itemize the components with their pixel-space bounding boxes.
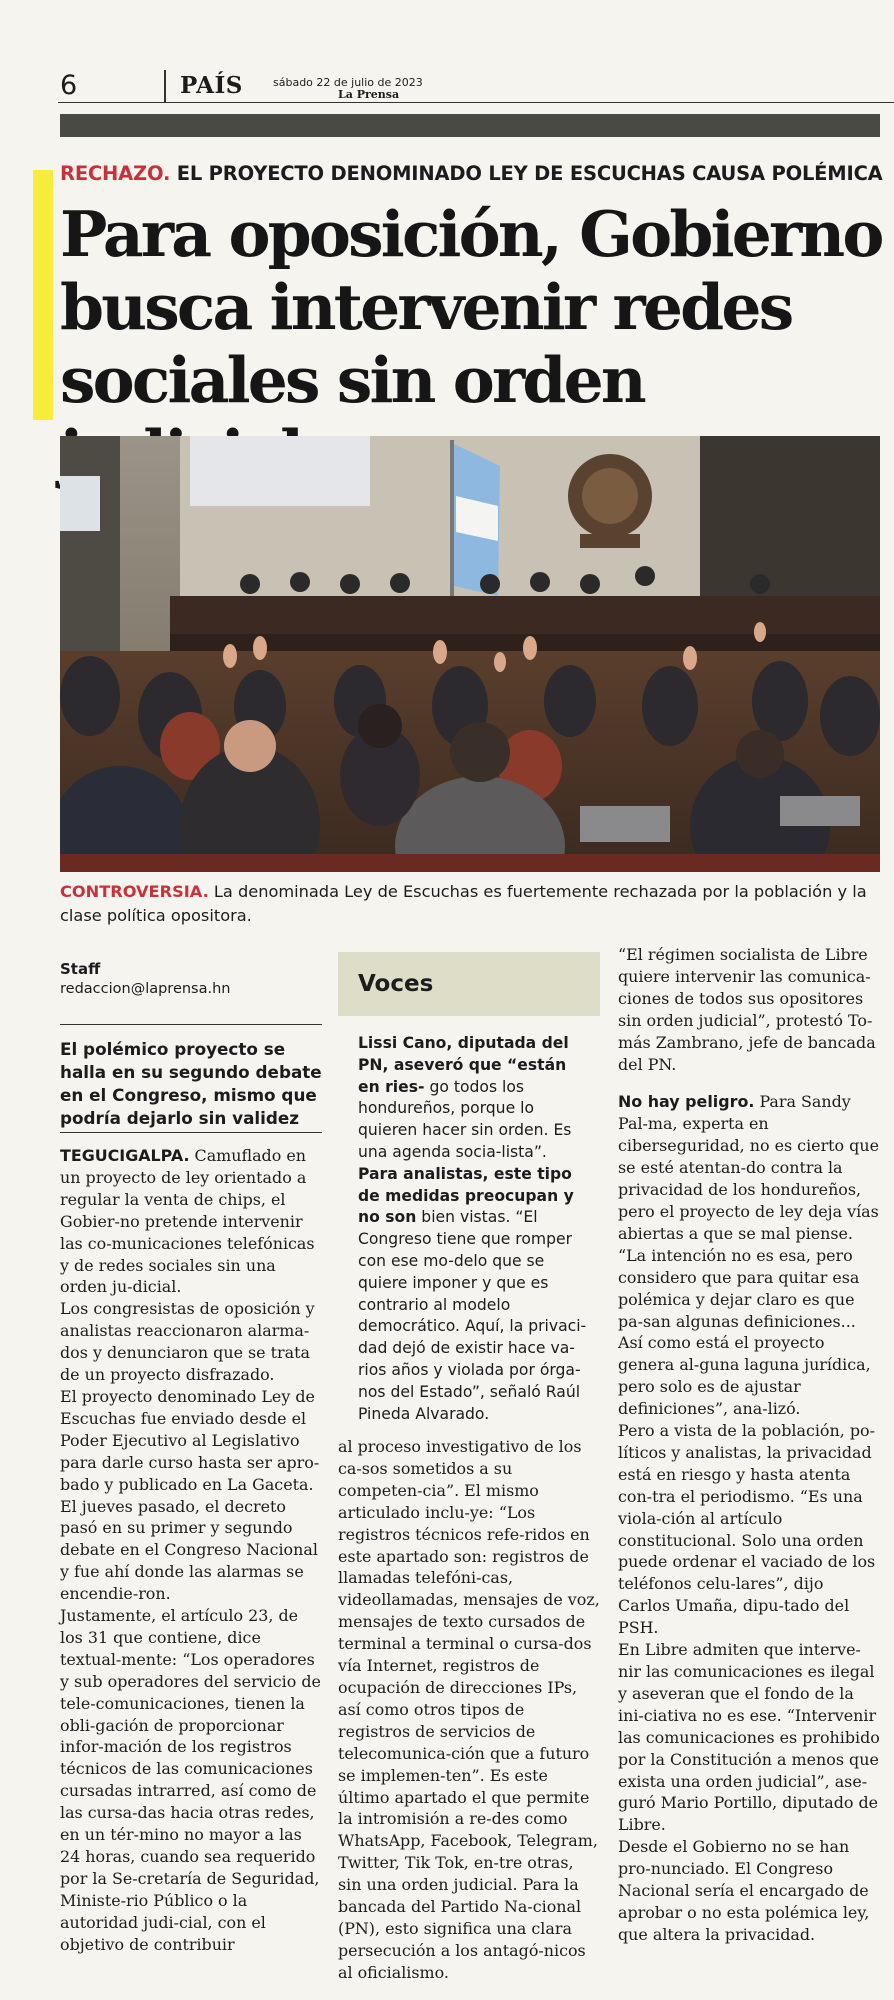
- caption-text: La denominada Ley de Escuchas es fuertemente rechazada por la población y la clase política opositora.: [60, 882, 867, 925]
- voces-lead: Lissi Cano, diputada del PN, aseveró que “están en ries-: [358, 1034, 569, 1096]
- headline-line-2: busca intervenir redes: [60, 270, 792, 344]
- voces-body: [358, 1033, 590, 1425]
- kicker-text: EL PROYECTO DENOMINADO LEY DE ESCUCHAS CAUSA POLÉMICA: [170, 162, 883, 185]
- body-paragraph: Los congresistas de oposición y analistas reaccionaron alarma-dos y denunciaron que se trata de un proyecto disfrazado.: [60, 1299, 315, 1385]
- dateline: TEGUCIGALPA.: [60, 1146, 190, 1165]
- kicker-label: RECHAZO.: [60, 162, 171, 185]
- newspaper-name: La Prensa: [338, 88, 400, 101]
- headline-line-3: sociales sin orden: [60, 343, 644, 417]
- body-column-1: [60, 1145, 322, 1956]
- voces-paragraph: [358, 1033, 590, 1164]
- body-paragraph: “El régimen socialista de Libre quiere intervenir las comunica-ciones de todos sus opositores sin orden judicial”, protestó To-más Zambrano, jefe de bancada del PN.: [618, 945, 876, 1074]
- headline-line-1: Para oposición, Gobierno: [60, 197, 882, 271]
- body-paragraph: El jueves pasado, el decreto pasó en su primer y segundo debate en el Congreso Nacional y fue ahí donde las alarmas se encendie-ron.: [60, 1496, 318, 1604]
- highlighter-mark: [33, 170, 53, 420]
- photo-illustration: [60, 436, 880, 872]
- paragraph-text: Camuflado en un proyecto de ley orientado a regular la venta de chips, el Gobier-no pretende intervenir las co-municaciones telefónicas y de redes sociales sin una orden ju-dicial.: [60, 1146, 315, 1297]
- kicker: [60, 162, 883, 185]
- body-paragraph: [60, 1145, 322, 1298]
- photo-caption: [60, 880, 880, 928]
- dek: El polémico proyecto se halla en su segundo debate en el Congreso, mismo que podría dejarlo sin validez: [60, 1039, 322, 1128]
- body-column-2: [338, 1436, 600, 1984]
- header-separator: [164, 70, 166, 102]
- body-paragraph: Pero a vista de la población, po-líticos y analistas, la privacidad está en riesgo y hasta atenta con-tra el periodismo. “Es una viola-ción al artículo constitucional. Solo una orden puede ordenar el vaciado de los teléfonos celu-lares”, dijo Carlos Umaña, dipu-tado del PSH.: [618, 1421, 876, 1638]
- page-number: 6: [60, 70, 78, 101]
- byline-email[interactable]: redaccion@laprensa.hn: [60, 981, 231, 997]
- byline-rule: [60, 1024, 322, 1025]
- voces-text: bien vistas. “El Congreso tiene que romper con ese mo-delo que se quiere imponer y que es contrario al modelo democrático. Aquí, la privaci-dad dejó de existir hace va-rios años y violada por órga-nos del Estado”, señaló Raúl Pineda Alvarado.: [358, 1208, 587, 1423]
- body-column-3: [618, 944, 880, 1946]
- caption-label: CONTROVERSIA.: [60, 882, 209, 901]
- header-rule: [58, 102, 894, 103]
- body-paragraph: Desde el Gobierno no se han pro-nunciado. El Congreso Nacional sería el encargado de aprobar o no esta polémica ley, que altera la privacidad.: [618, 1837, 870, 1944]
- voces-paragraph: [358, 1164, 590, 1426]
- body-paragraph: [618, 1091, 880, 1244]
- congress-session-photo: [60, 436, 880, 872]
- body-paragraph: al proceso investigativo de los ca-sos sometidos a su competen-cia”. El mismo articulado inclu-ye: “Los registros técnicos refe-ridos en este apartado son: registros de llamadas telefóni-cas, videollamadas, mensajes de voz, mensajes de texto cursados de terminal a terminal o cursa-dos vía Internet, registros de ocupación de direcciones IPs, así como otros tipos de registros de servicios de telecomunica-ción que a futuro se implemen-ten”. Es este último apartado el que permite la intromisión a re-des como WhatsApp, Facebook, Telegram, Twitter, Tik Tok, en-tre otras, sin una orden judicial. Para la bancada del Partido Na-cional (PN), esto significa una clara persecución a los antagó-nicos al oficialismo.: [338, 1437, 600, 1982]
- section-name: PAÍS: [180, 72, 243, 99]
- body-paragraph: “La intención no es esa, pero considero que para quitar esa polémica y dejar claro es que pa-san algunas definiciones... Así como está el proyecto genera al-guna laguna jurídica, pero solo es de ajustar definiciones”, ana-lizó.: [618, 1245, 871, 1419]
- paragraph-text: Para Sandy Pal-ma, experta en ciberseguridad, no es cierto que se esté atentan-do contra la privacidad de los hondureños, pero el proyecto de ley deja vías abiertas a que se mal piense.: [618, 1092, 879, 1243]
- body-paragraph: El proyecto denominado Ley de Escuchas fue enviado desde el Poder Ejecutivo al Legislativo para darle curso hasta ser apro-bado y publicado en La Gaceta.: [60, 1386, 320, 1494]
- voces-title: Voces: [358, 971, 434, 997]
- voces-text: go todos los hondureños, porque lo quieren hacer sin orden. Es una agenda socia-lista”.: [358, 1077, 572, 1161]
- dek-rule: [60, 1132, 322, 1133]
- body-paragraph: En Libre admiten que interve-nir las comunicaciones es ilegal y aseveran que el fondo de la ini-ciativa no es ese. “Intervenir las comunicaciones es prohibido por la Constitución a menos que exista una orden judicial”, ase-guró Mario Portillo, diputado de Libre.: [618, 1640, 880, 1835]
- subhead: No hay peligro.: [618, 1092, 755, 1112]
- byline-author: Staff: [60, 960, 101, 978]
- body-paragraph: Justamente, el artículo 23, de los 31 que contiene, dice textual-mente: “Los operadores y sub operadores del servicio de tele-comunicaciones, tienen la obli-gación de proporcionar infor-mación de los registros técnicos de las comunicaciones cursadas intrarred, así como de las cursa-das hacia otras redes, en un tér-mino no mayor a las 24 horas, cuando sea requerido por la Se-cretaría de Seguridad, Ministe-rio Público o la autoridad judi-cial, con el objetivo de contribuir: [60, 1606, 321, 1954]
- voces-lead: Para analistas, este tipo de medidas preocupan y no son: [358, 1164, 574, 1227]
- issue-date: sábado 22 de julio de 2023: [273, 76, 423, 89]
- section-bar: [60, 114, 880, 137]
